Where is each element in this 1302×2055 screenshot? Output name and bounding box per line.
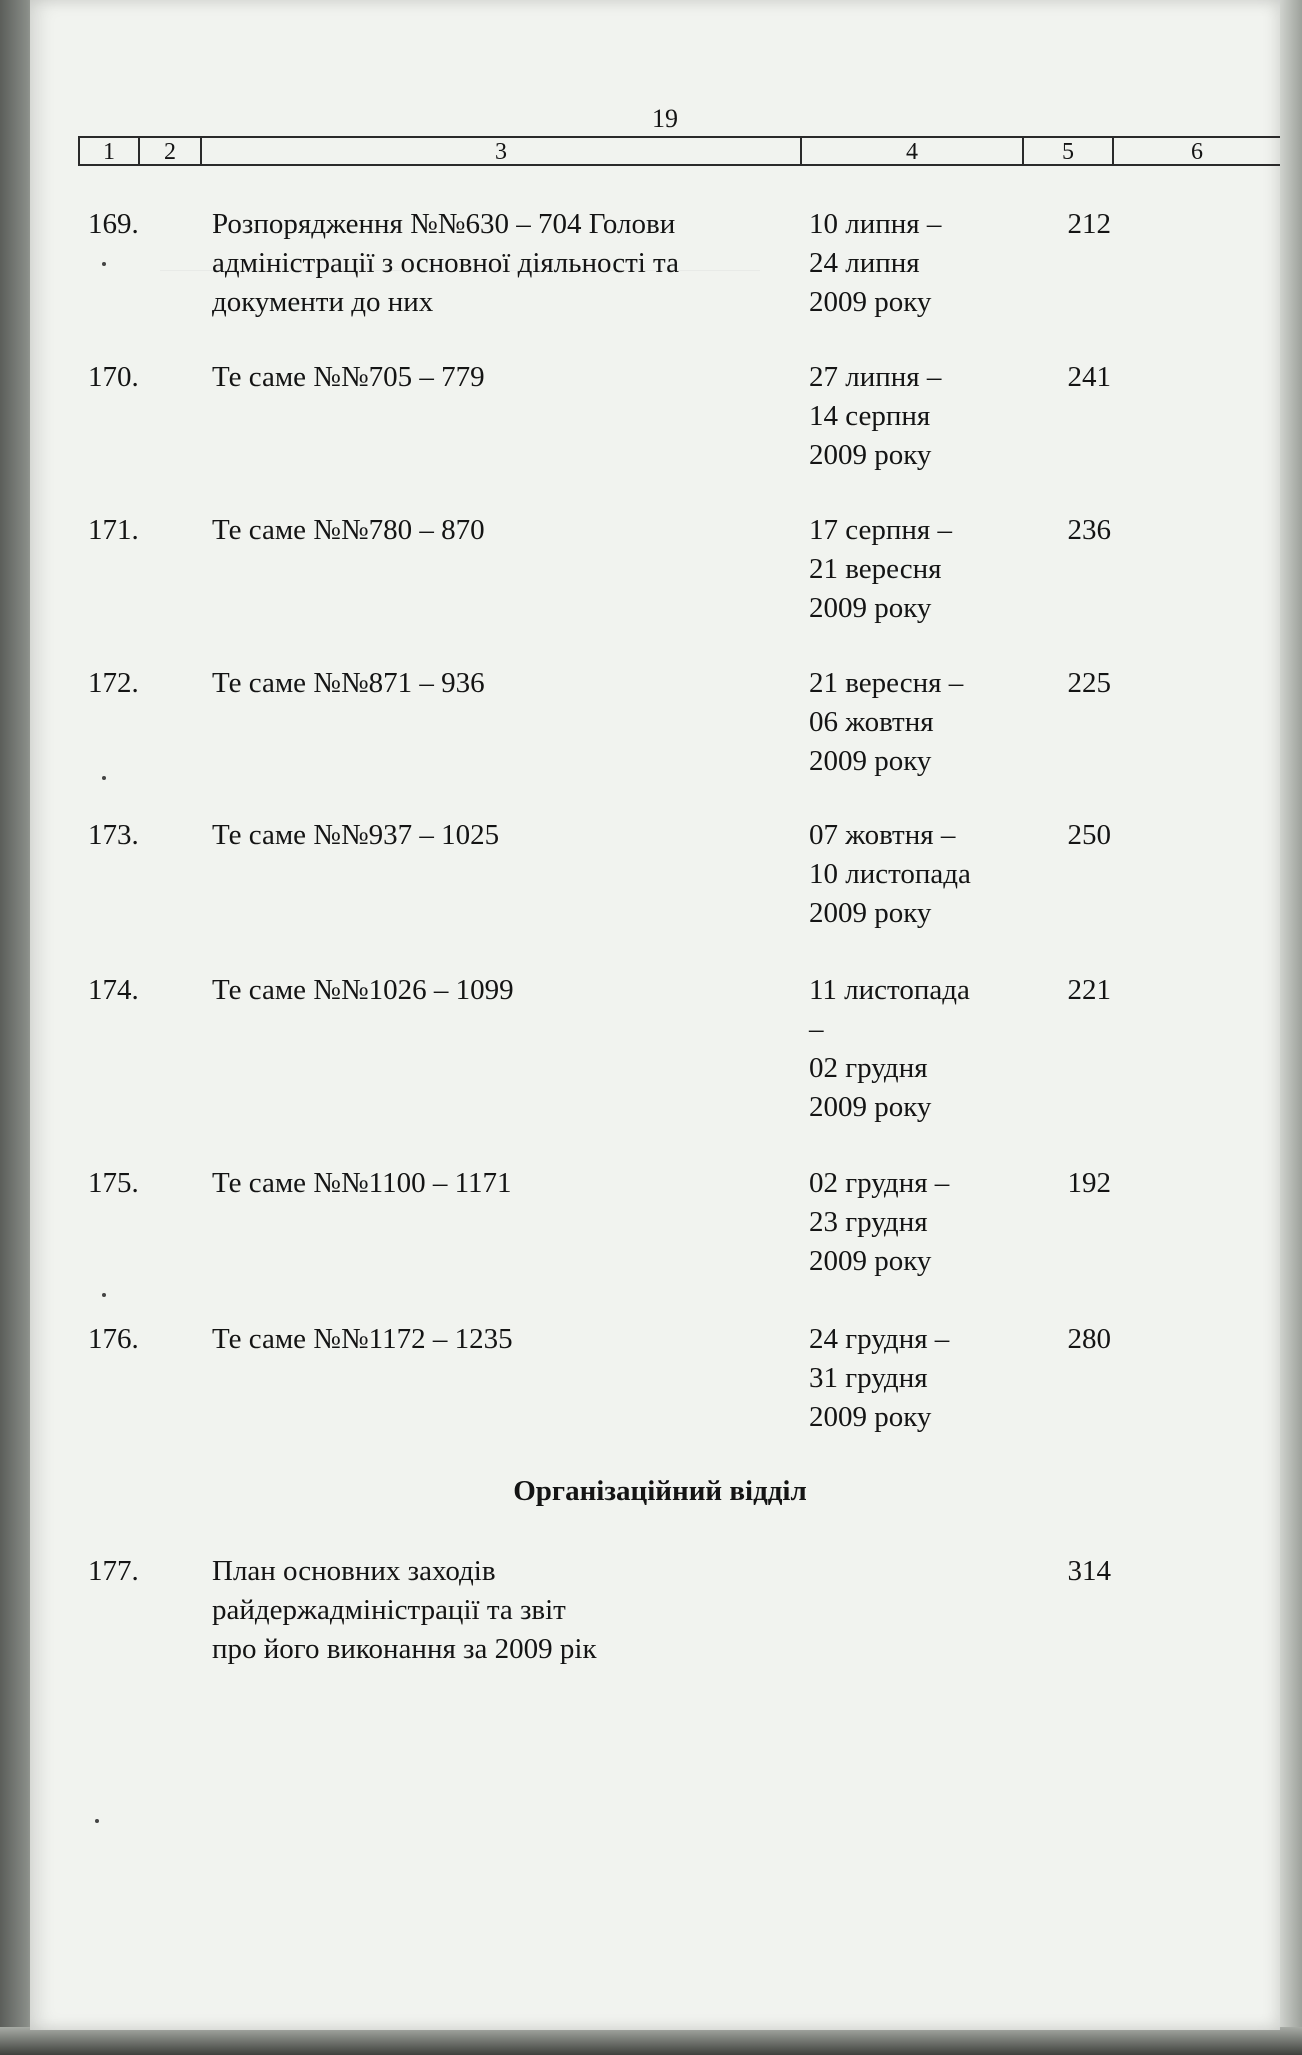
page-number: 19	[652, 104, 678, 133]
row-number: 174.	[88, 974, 139, 1006]
scan-speck	[102, 262, 106, 266]
row-title: Те саме №№871 – 936	[212, 667, 485, 699]
scan-speck	[95, 1819, 99, 1823]
row-dates: 07 жовтня – 10 листопада 2009 року	[809, 819, 971, 929]
row-title: Те саме №№780 – 870	[212, 514, 485, 546]
row-dates: 27 липня – 14 серпня 2009 року	[809, 361, 942, 471]
column-header-1: 1	[78, 136, 138, 166]
row-page-count: 225	[1067, 667, 1111, 699]
row-page-count: 314	[1067, 1555, 1111, 1587]
row-dates: 02 грудня – 23 грудня 2009 року	[809, 1167, 950, 1277]
row-title: План основних заходів райдержадміністрації та звіт про його виконання за 2009 рік	[212, 1555, 597, 1665]
row-title: Те саме №№937 – 1025	[212, 819, 500, 851]
row-dates: 24 грудня – 31 грудня 2009 року	[809, 1323, 950, 1433]
row-title: Те саме №№1100 – 1171	[212, 1167, 512, 1199]
row-title: Розпорядження №№630 – 704 Голови адміністрації з основної діяльності та документи до них	[212, 208, 679, 318]
scan-edge-right	[1278, 0, 1302, 2055]
row-number: 177.	[88, 1555, 139, 1587]
row-dates: 11 листопада – 02 грудня 2009 року	[809, 974, 970, 1123]
scan-edge-bottom	[0, 2027, 1302, 2055]
row-title: Те саме №№1026 – 1099	[212, 974, 514, 1006]
row-page-count: 192	[1067, 1167, 1111, 1199]
row-title: Те саме №№705 – 779	[212, 361, 485, 393]
row-page-count: 212	[1067, 208, 1111, 240]
section-heading: Організаційний відділ	[513, 1475, 807, 1507]
row-page-count: 280	[1067, 1323, 1111, 1355]
column-header-4: 4	[800, 136, 1022, 166]
column-header-6: 6	[1112, 136, 1280, 166]
document-page	[30, 0, 1280, 2030]
row-page-count: 221	[1067, 974, 1111, 1006]
row-number: 171.	[88, 514, 139, 546]
row-dates: 10 липня – 24 липня 2009 року	[809, 208, 942, 318]
row-number: 176.	[88, 1323, 139, 1355]
row-number: 169.	[88, 208, 139, 240]
scan-speck	[102, 776, 106, 780]
row-dates: 17 серпня – 21 вересня 2009 року	[809, 514, 952, 624]
row-page-count: 236	[1067, 514, 1111, 546]
row-number: 170.	[88, 361, 139, 393]
scan-speck	[102, 1293, 106, 1297]
column-header-2: 2	[138, 136, 200, 166]
row-number: 173.	[88, 819, 139, 851]
row-number: 175.	[88, 1167, 139, 1199]
row-dates: 21 вересня – 06 жовтня 2009 року	[809, 667, 964, 777]
column-header-3: 3	[200, 136, 800, 166]
row-title: Те саме №№1172 – 1235	[212, 1323, 513, 1355]
row-page-count: 241	[1067, 361, 1111, 393]
column-header-row	[30, 136, 1280, 168]
row-number: 172.	[88, 667, 139, 699]
row-page-count: 250	[1067, 819, 1111, 851]
column-header-5: 5	[1022, 136, 1112, 166]
